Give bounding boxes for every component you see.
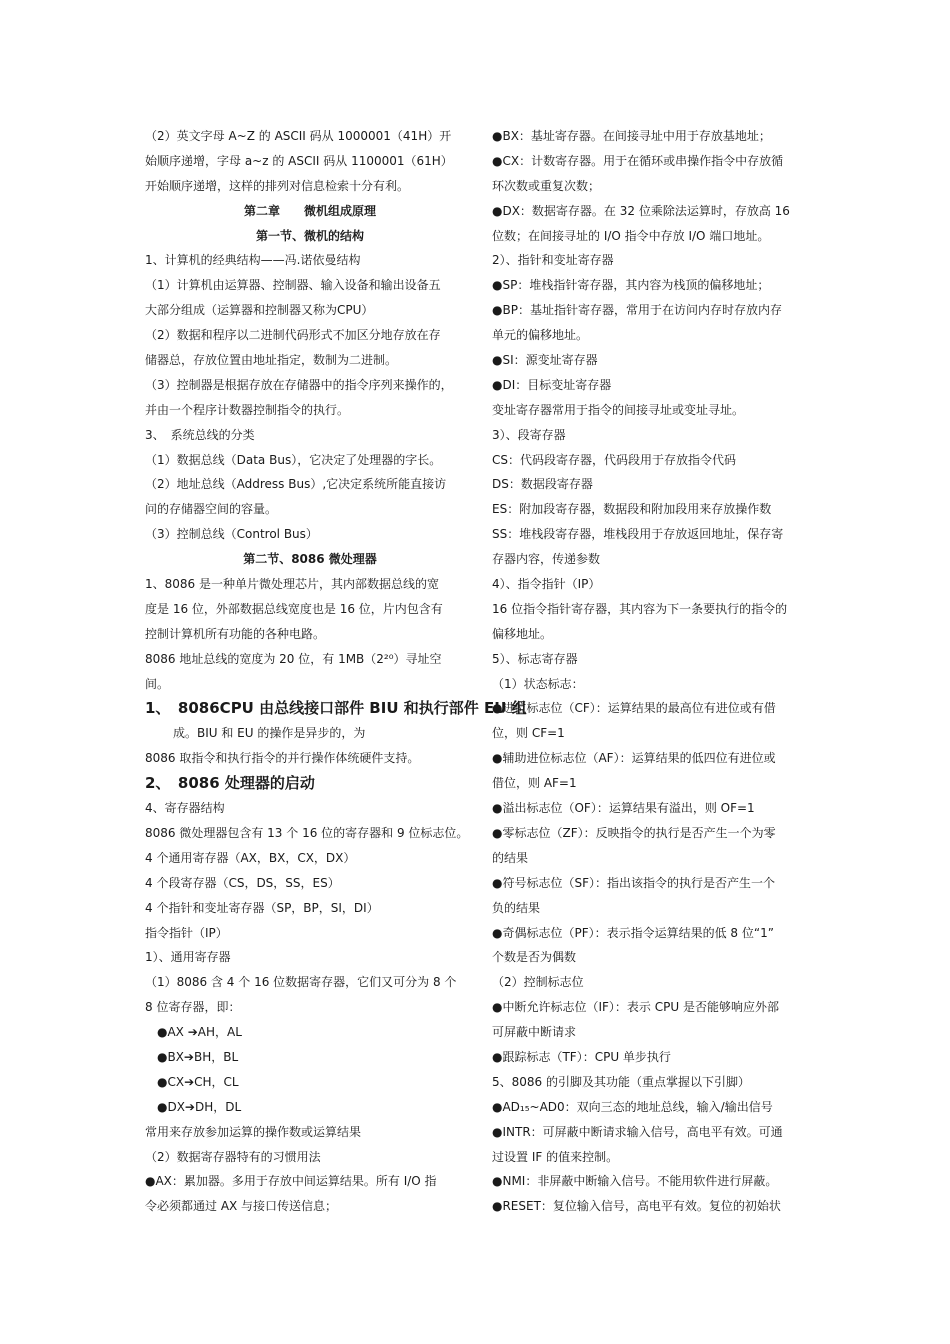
text-line: （1）8086 含 4 个 16 位数据寄存器，它们又可分为 8 个	[145, 975, 457, 990]
text-line: SS：堆栈段寄存器，堆栈段用于存放返回地址，保存寄	[492, 527, 784, 542]
text-line: 4 个通用寄存器（AX，BX，CX，DX）	[145, 850, 356, 865]
text-line: 可屏蔽中断请求	[492, 1025, 577, 1040]
text-line: ●DX➔DH，DL	[157, 1099, 242, 1114]
heading-line: 第二章 微机组成原理	[243, 203, 376, 218]
text-line: 控制计算机所有功能的各种电路。	[145, 626, 326, 641]
text-line: 4 个段寄存器（CS，DS，SS，ES）	[145, 875, 340, 890]
text-line: 5）、标志寄存器	[492, 651, 578, 666]
text-line: 个数是否为偶数	[492, 950, 577, 965]
text-line: ES：附加段寄存器，数据段和附加段用来存放操作数	[492, 502, 772, 517]
text-line: 8086 取指令和执行指令的并行操作体统硬件支持。	[145, 751, 420, 766]
text-line: （2）控制标志位	[492, 975, 584, 990]
text-line: 3）、段寄存器	[492, 427, 566, 442]
text-line: CS：代码段寄存器，代码段用于存放指令代码	[492, 452, 736, 467]
text-line: ●符号标志位（SF）：指出该指令的执行是否产生一个	[492, 875, 775, 890]
text-line: ●AX ➔AH，AL	[157, 1025, 242, 1040]
text-line: （1）计算机由运算器、控制器、输入设备和输出设备五	[145, 278, 441, 293]
text-line: ●SI：源变址寄存器	[492, 353, 598, 368]
text-line: 2）、指针和变址寄存器	[492, 253, 614, 268]
text-line: ●溢出标志位（OF）：运算结果有溢出，则 OF=1	[492, 801, 755, 816]
text-line: ●跟踪标志（TF）：CPU 单步执行	[492, 1049, 671, 1064]
text-line: ●BP：基址指针寄存器，常用于在访问内存时存放内存	[492, 303, 782, 318]
text-line: 并由一个程序计数器控制指令的执行。	[145, 402, 350, 417]
text-line: 度是 16 位，外部数据总线宽度也是 16 位，片内包含有	[145, 601, 443, 616]
text-line: ●BX：基址寄存器。在间接寻址中用于存放基地址；	[492, 129, 771, 143]
text-line: ●DI：目标变址寄存器	[492, 377, 612, 392]
text-line: 1、计算机的经典结构——冯.诺依曼结构	[145, 253, 361, 268]
text-line: 大部分组成（运算器和控制器又称为CPU）	[145, 303, 374, 318]
text-line: DS：数据段寄存器	[492, 477, 593, 492]
text-line: 成。BIU 和 EU 的操作是异步的，为	[173, 726, 366, 741]
text-line: 16 位指令指针寄存器，其内容为下一条要执行的指令的	[492, 601, 788, 616]
text-line: 负的结果	[492, 900, 541, 915]
heading-line: 第二节、8086 微处理器	[243, 552, 377, 567]
text-line: （1）状态标志：	[492, 676, 584, 691]
text-line: ●RESET：复位输入信号，高电平有效。复位的初始状	[492, 1199, 781, 1214]
text-line: 令必须都通过 AX 与接口传送信息；	[145, 1199, 338, 1214]
text-line: ●AD₁₅~AD0：双向三态的地址总线，输入/输出信号	[492, 1099, 773, 1114]
text-line: 存器内容，传递参数	[492, 552, 601, 567]
text-line: 4 个指针和变址寄存器（SP，BP，SI，DI）	[145, 900, 379, 915]
text-line: ●CX➔CH，CL	[157, 1074, 239, 1089]
text-line: 开始顺序递增，这样的排列对信息检索十分有利。	[145, 178, 410, 193]
text-line: 问的存储器空间的容量。	[145, 502, 278, 517]
text-line: 8086 地址总线的宽度为 20 位，有 1MB（2²⁰）寻址空	[145, 651, 442, 666]
right-column	[492, 124, 810, 1219]
text-line: 4、寄存器结构	[145, 801, 225, 816]
text-line: （3）控制总线（Control Bus）	[145, 527, 318, 542]
text-line: （3）控制器是根据存放在存储器中的指令序列来操作的，	[145, 377, 453, 392]
heading-line: 第一节、微机的结构	[255, 228, 364, 243]
text-line: （2）数据寄存器特有的习惯用法	[145, 1149, 321, 1164]
text-line: 借位，则 AF=1	[492, 776, 577, 791]
text-line: ●CX：计数寄存器。用于在循环或串操作指令中存放循	[492, 153, 784, 168]
text-line: （2）英文字母 A~Z 的 ASCII 码从 1000001（41H）开	[145, 129, 452, 143]
text-line: ●进位标志位（CF）：运算结果的最高位有进位或有借	[492, 701, 776, 716]
text-line: 1、 8086CPU 由总线接口部件 BIU 和执行部件 EU 组	[145, 699, 527, 718]
text-line: ●中断允许标志位（IF）：表示 CPU 是否能够响应外部	[492, 1000, 779, 1015]
text-line: （1）数据总线（Data Bus），它决定了处理器的字长。	[145, 452, 442, 467]
text-line: 环次数或重复次数；	[492, 178, 601, 193]
text-line: ●SP：堆栈指针寄存器，其内容为栈顶的偏移地址；	[492, 278, 770, 293]
text-line: 偏移地址。	[492, 626, 553, 641]
text-line: 位数；在间接寻址的 I/O 指令中存放 I/O 端口地址。	[492, 228, 770, 243]
text-line: 变址寄存器常用于指令的间接寻址或变址寻址。	[492, 402, 745, 417]
text-line: 5、8086 的引脚及其功能（重点掌握以下引脚）	[492, 1074, 750, 1089]
text-line: （2）地址总线（Address Bus）,它决定系统所能直接访	[145, 477, 447, 492]
text-line: 8 位寄存器，即：	[145, 1000, 241, 1015]
text-line: 单元的偏移地址。	[492, 328, 589, 343]
text-line: 储器总，存放位置由地址指定，数制为二进制。	[145, 353, 398, 368]
text-line: 始顺序递增，字母 a~z 的 ASCII 码从 1100001（61H）	[145, 153, 453, 168]
text-line: ●零标志位（ZF）：反映指令的执行是否产生一个为零	[492, 825, 776, 840]
text-line: 过设置 IF 的值来控制。	[492, 1149, 619, 1164]
text-line: 8086 微处理器包含有 13 个 16 位的寄存器和 9 位标志位。	[145, 825, 469, 840]
text-line: 指令指针（IP）	[145, 925, 228, 940]
text-line: ●INTR：可屏蔽中断请求输入信号，高电平有效。可通	[492, 1124, 783, 1139]
text-line: ●奇偶标志位（PF）：表示指令运算结果的低 8 位“1”	[492, 925, 774, 940]
text-line: ●辅助进位标志位（AF）：运算结果的低四位有进位或	[492, 751, 776, 766]
text-line: 常用来存放参加运算的操作数或运算结果	[145, 1124, 362, 1139]
text-line: ●NMI：非屏蔽中断输入信号。不能用软件进行屏蔽。	[492, 1174, 778, 1189]
text-line: 2、 8086 处理器的启动	[145, 774, 315, 793]
text-line: 3、 系统总线的分类	[145, 427, 255, 442]
text-line: 位，则 CF=1	[492, 726, 565, 741]
text-line: ●AX：累加器。多用于存放中间运算结果。所有 I/O 指	[145, 1174, 437, 1189]
text-line: （2）数据和程序以二进制代码形式不加区分地存放在存	[145, 328, 441, 343]
text-line: ●DX：数据寄存器。在 32 位乘除法运算时，存放高 16	[492, 203, 790, 218]
text-line: 的结果	[492, 850, 529, 865]
text-line: 4）、指令指针（IP）	[492, 577, 601, 592]
text-line: ●BX➔BH，BL	[157, 1049, 239, 1064]
text-line: 1）、通用寄存器	[145, 950, 231, 965]
text-line: 1、8086 是一种单片微处理芯片，其内部数据总线的宽	[145, 577, 439, 592]
text-line: 间。	[145, 676, 170, 691]
